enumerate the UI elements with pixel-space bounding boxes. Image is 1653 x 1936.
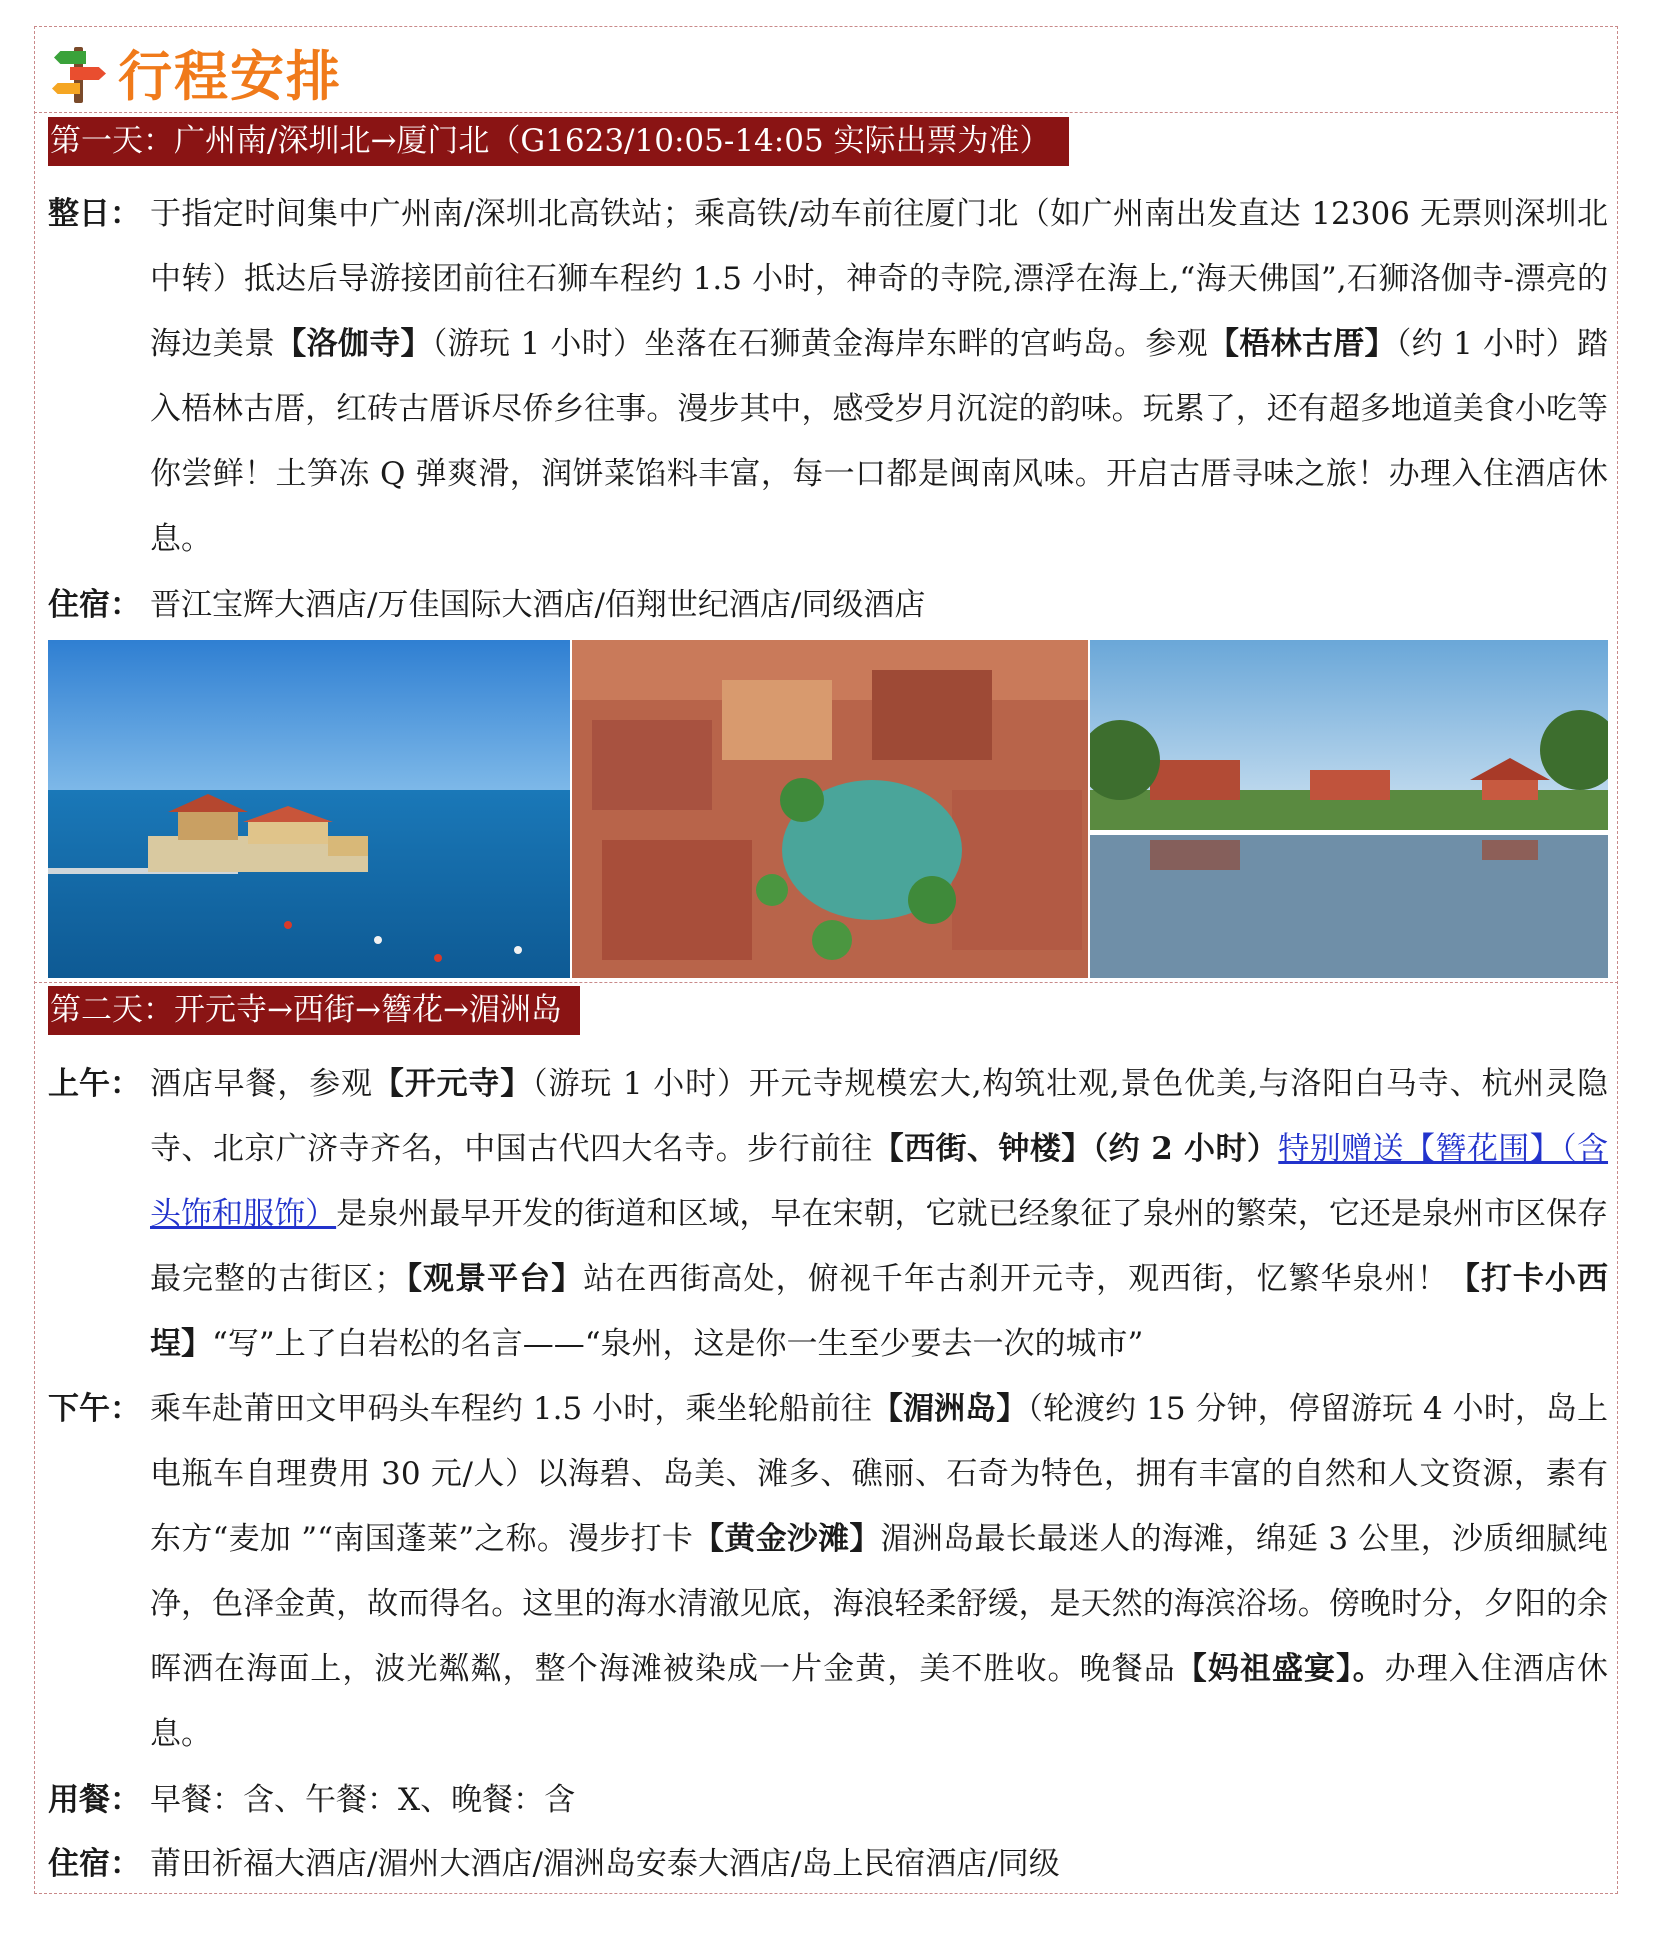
- photo-strip: [48, 640, 1608, 978]
- all-day-label: 整日：: [48, 196, 141, 232]
- day2-afternoon: [48, 1377, 1608, 1767]
- lake-pavilion-photo: [1090, 640, 1608, 978]
- old-village-aerial-photo: [572, 640, 1088, 978]
- meal-text: 早餐：含、午餐：X、晚餐：含: [150, 1782, 576, 1818]
- afternoon-text: 乘车赴莆田文甲码头车程约 1.5 小时，乘坐轮船前往【湄洲岛】（轮渡约 15 分钟，停留游玩 4 小时，岛上电瓶车自理费用 30 元/人）以海碧、岛美、滩多、礁丽、石奇为特色，拥有丰富的自然和人文资源，素有东方“麦加 ”“南国蓬莱”之称。漫步打卡【黄金沙滩】湄洲岛最长最迷人的海滩，绵延 3 公里，沙质细腻纯净，色泽金黄，故而得名。这里的海水清澈见底，海浪轻柔舒缓，是天然的海滨浴场。傍晚时分，夕阳的余晖洒在海面上，波光粼粼，整个海滩被染成一片金黄，美不胜收。晚餐品【妈祖盛宴】。办理入住酒店休息。: [150, 1391, 1609, 1752]
- sea-temple-photo: [48, 640, 570, 978]
- signpost-icon: [48, 41, 108, 103]
- hotel-label: 住宿：: [48, 587, 141, 623]
- divider: [34, 112, 1618, 113]
- afternoon-label: 下午：: [48, 1391, 141, 1427]
- hotel-text: 莆田祈福大酒店/湄州大酒店/湄洲岛安泰大酒店/岛上民宿酒店/同级: [150, 1846, 1060, 1882]
- day2-band: 第二天：开元寺→西街→簪花→湄洲岛: [48, 986, 580, 1035]
- section-title-text: 行程安排: [118, 44, 342, 108]
- day2-hotel: [48, 1832, 1608, 1897]
- meal-label: 用餐：: [48, 1782, 141, 1818]
- morning-text: 酒店早餐，参观【开元寺】（游玩 1 小时）开元寺规模宏大,构筑壮观,景色优美,与洛阳白马寺、杭州灵隐寺、北京广济寺齐名，中国古代四大名寺。步行前往【西街、钟楼】（约 2 小时）特别赠送【簪花围】（含头饰和服饰）是泉州最早开发的街道和区域，早在宋朝，它就已经象征了泉州的繁荣，它还是泉州市区保存最完整的古街区；【观景平台】站在西街高处，俯视千年古刹开元寺，观西街，忆繁华泉州！【打卡小西埕】“写”上了白岩松的名言——“泉州，这是你一生至少要去一次的城市”: [150, 1066, 1609, 1362]
- day1-band: 第一天：广州南/深圳北→厦门北（G1623/10:05-14:05 实际出票为准）: [48, 117, 1069, 166]
- hotel-label: 住宿：: [48, 1846, 141, 1882]
- section-title: [48, 38, 342, 106]
- day1-hotel: [48, 573, 1608, 638]
- morning-label: 上午：: [48, 1066, 141, 1102]
- day1-all-day: [48, 182, 1608, 572]
- gift-link[interactable]: 特别赠送【簪花围】（含头饰和服饰）: [150, 1131, 1609, 1232]
- divider: [34, 982, 1618, 983]
- hotel-text: 晋江宝辉大酒店/万佳国际大酒店/佰翔世纪酒店/同级酒店: [150, 587, 926, 623]
- all-day-text: 于指定时间集中广州南/深圳北高铁站；乘高铁/动车前往厦门北（如广州南出发直达 12306 无票则深圳北中转）抵达后导游接团前往石狮车程约 1.5 小时，神奇的寺院,漂浮在海上,“海天佛国”,石狮洛伽寺-漂亮的海边美景【洛伽寺】（游玩 1 小时）坐落在石狮黄金海岸东畔的宫屿岛。参观【梧林古厝】（约 1 小时）踏入梧林古厝，红砖古厝诉尽侨乡往事。漫步其中，感受岁月沉淀的韵味。玩累了，还有超多地道美食小吃等你尝鲜！土笋冻 Q 弹爽滑，润饼菜馅料丰富，每一口都是闽南风味。开启古厝寻味之旅！办理入住酒店休息。: [150, 196, 1608, 557]
- day2-meals: [48, 1768, 1608, 1833]
- day2-morning: [48, 1052, 1608, 1377]
